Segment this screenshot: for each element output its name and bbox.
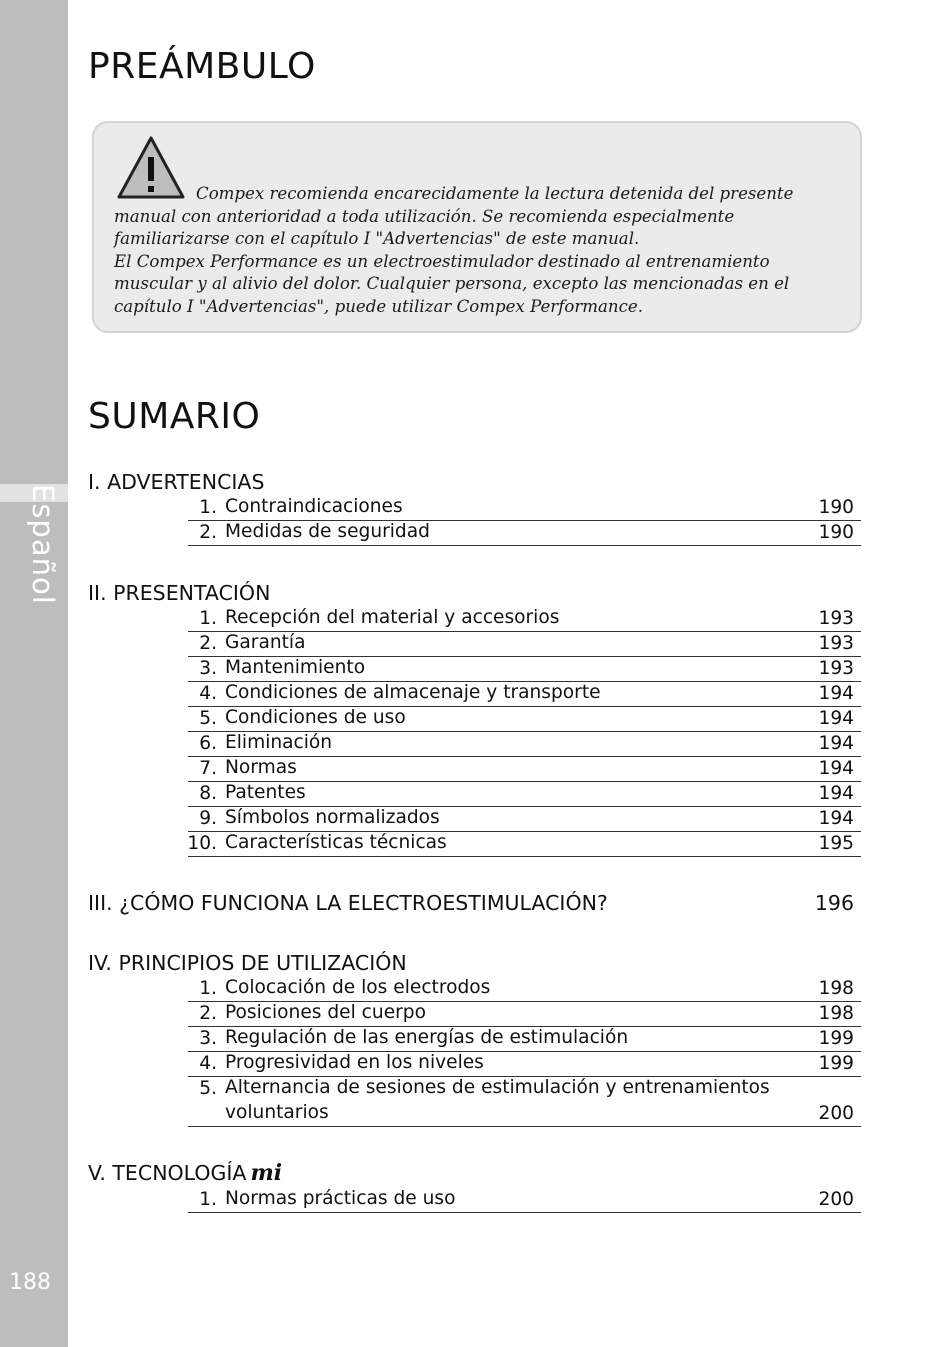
side-margin-bar [0,0,68,1347]
preamble-title: PREÁMBULO [88,46,316,87]
toc-entry[interactable]: 1. Normas prácticas de uso 200 [188,1188,861,1213]
toc-section-list [188,977,861,1127]
toc-entry[interactable]: 6. Eliminación 194 [188,732,861,757]
toc-section-list [188,1188,861,1213]
toc-entry[interactable]: 4. Condiciones de almacenaje y transporte 194 [188,682,861,707]
summary-title: SUMARIO [88,396,261,437]
toc-entry[interactable]: 1. Contraindicaciones 190 [188,496,861,521]
toc-entry[interactable]: 5. Alternancia de sesiones de estimulación y entrenamientos voluntarios 200 [188,1077,861,1127]
toc-section-title: I. ADVERTENCIAS [88,470,265,494]
preamble-text: Compex recomienda encarecidamente la lectura detenida del presente manual con anterioridad a toda utilización. Se recomienda especialmente familiarizarse con el capítulo I "Advertencias" de este manual. El Compex Performance es un electroestimulador destinado al entrenamiento muscular y al alivio del dolor. Cualquier persona, excepto las mencionadas en el capítulo I "Advertencias", puede utilizar Compex Performance. [114,184,794,316]
language-label: Español [26,484,60,605]
toc-entry[interactable]: 9. Símbolos normalizados 194 [188,807,861,832]
toc-section-page: 196 [814,891,854,915]
toc-section-title: IV. PRINCIPIOS DE UTILIZACIÓN [88,951,407,975]
toc-section-title: II. PRESENTACIÓN [88,581,271,605]
toc-entry[interactable]: 3. Regulación de las energías de estimulación 199 [188,1027,861,1052]
toc-entry[interactable]: 2. Posiciones del cuerpo 198 [188,1002,861,1027]
page-number: 188 [9,1270,51,1295]
toc-entry[interactable]: 10. Características técnicas 195 [188,832,861,857]
preamble-notice-box [92,121,862,333]
toc-entry[interactable]: 7. Normas 194 [188,757,861,782]
toc-entry[interactable]: 2. Garantía 193 [188,632,861,657]
toc-section-title: V. TECNOLOGÍA mi [88,1160,283,1186]
toc-entry[interactable]: 8. Patentes 194 [188,782,861,807]
mi-logo: mi [250,1160,283,1186]
toc-entry[interactable]: 2. Medidas de seguridad 190 [188,521,861,546]
toc-entry[interactable]: 5. Condiciones de uso 194 [188,707,861,732]
toc-entry[interactable]: 1. Recepción del material y accesorios 193 [188,607,861,632]
toc-section-title[interactable]: III. ¿CÓMO FUNCIONA LA ELECTROESTIMULACIÓN? [88,891,608,915]
toc-section-list [188,607,861,857]
toc-entry[interactable]: 3. Mantenimiento 193 [188,657,861,682]
toc-entry[interactable]: 1. Colocación de los electrodos 198 [188,977,861,1002]
toc-entry[interactable]: 4. Progresividad en los niveles 199 [188,1052,861,1077]
toc-section-list [188,496,861,546]
